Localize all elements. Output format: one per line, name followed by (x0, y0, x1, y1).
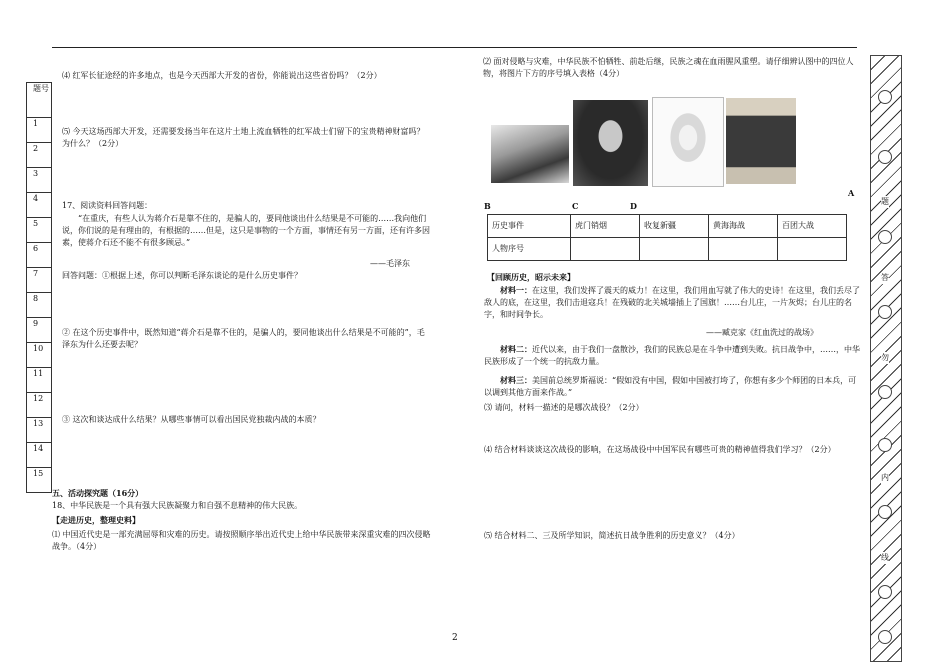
answer-number-table (26, 82, 52, 493)
binding-hole (878, 90, 892, 104)
answer-row: 9 (27, 318, 52, 343)
binding-hole (878, 305, 892, 319)
answer-row: 7 (27, 268, 52, 293)
question-4-right: ⑷ 结合材料谈谈这次战役的影响，在这场战役中中国军民有哪些可贵的精神值得我们学习？（2分） (484, 445, 836, 454)
material-3-label: 材料三： (500, 375, 532, 385)
photo-qing-official-painting (726, 98, 796, 184)
answer-row: 3 (27, 168, 52, 193)
answer-cell[interactable] (709, 238, 778, 261)
material-2-label: 材料二： (500, 344, 532, 354)
answer-row: 10 (27, 343, 52, 368)
answer-table-header: 题号 (27, 83, 52, 118)
photo-qing-official-drawing (652, 97, 724, 187)
answer-row: 11 (27, 368, 52, 393)
section-5-heading: 五、活动探究题（16分） (52, 488, 144, 498)
binding-label: 勿 (881, 353, 889, 362)
table-header-cell: 历史事件 (488, 215, 571, 238)
material-2 (484, 343, 860, 368)
answer-cell[interactable] (778, 238, 847, 261)
binding-hole (878, 385, 892, 399)
answer-cell[interactable] (640, 238, 709, 261)
walk-history-heading: 【走进历史，整理史料】 (52, 515, 140, 525)
answer-row: 1 (27, 118, 52, 143)
answer-row: 13 (27, 418, 52, 443)
top-rule (52, 47, 857, 48)
answer-row: 14 (27, 443, 52, 468)
binding-label: 答 (881, 273, 889, 282)
question-2-right: ⑵ 面对侵略与灾难，中华民族不怕牺牲、前赴后继，民族之魂在血雨腥风重塑。请仔细辨认图中的四位人物，将图片下方的序号填入表格（4分） (483, 57, 854, 78)
photo-soldiers (491, 125, 569, 183)
table-header-cell: 收复新疆 (640, 215, 709, 238)
photo-label-c: C (572, 201, 579, 211)
question-17-title: 17、阅读资料回答问题： (62, 201, 153, 210)
material-1 (484, 284, 860, 321)
question-4-left: ⑷ 红军长征途经的许多地点，也是今天西部大开发的省份，你能说出这些省份吗？（2分） (62, 71, 382, 80)
material-2-text: 近代以来，由于我们一盘散沙，我们的民族总是在斗争中遭到失败。抗日战争中，……，中华民族形成了一个统一的抗敌力量。 (484, 345, 860, 366)
answer-row: 8 (27, 293, 52, 318)
answer-row: 4 (27, 193, 52, 218)
photo-label-d: D (630, 201, 637, 211)
question-17-quote: “在重庆，有些人认为蒋介石是靠不住的，是骗人的，要同他谈出什么结果是不可能的……我向他们说，你们说的是有理由的，有根据的……但是，这只是事物的一个方面，事情还有另一方面，还有许多因素，使蒋介石还不能不有很多顾忌。” (62, 214, 430, 247)
binding-hole (878, 585, 892, 599)
question-5-left: ⑸ 今天这场西部大开发，还需要发扬当年在这片土地上流血牺牲的红军战士们留下的宝贵精神财富吗？为什么？（2分） (62, 127, 425, 148)
table-header-cell: 虎门销烟 (571, 215, 640, 238)
question-17-author: ——毛泽东 (370, 259, 410, 268)
question-17-part2: ② 在这个历史事件中，既然知道“蒋介石是靠不住的，是骗人的，要同他谈出什么结果是不可能的”，毛泽东为什么还要去呢？ (62, 328, 425, 349)
question-17-part1: 回答问题：①根据上述，你可以判断毛泽东谈论的是什么历史事件？ (62, 271, 302, 280)
question-5-right: ⑸ 结合材料二、三及所学知识，简述抗日战争胜利的历史意义？（4分） (484, 531, 740, 540)
binding-hole (878, 630, 892, 644)
binding-label: 内 (881, 473, 889, 482)
answer-row: 2 (27, 143, 52, 168)
material-1-source: ——臧克家《红血洗过的战场》 (706, 328, 818, 337)
table-header-cell: 黄海海战 (709, 215, 778, 238)
material-3 (484, 374, 860, 399)
material-1-text: 在这里，我们发挥了震天的威力！在这里，我们用血写就了伟大的史诗！在这里，我们丢尽了敌人的底，在这里，我们击退寇兵！在残破的北关城墙插上了国旗！……台儿庄，一片灰烬；台儿庄的名字，和时间争长。 (484, 286, 860, 319)
material-1-label: 材料一： (500, 285, 532, 295)
answer-row: 15 (27, 468, 52, 493)
answer-row: 6 (27, 243, 52, 268)
question-3-right: ⑶ 请问，材料一描述的是哪次战役？（2分） (484, 403, 644, 412)
question-17-part3: ③ 这次和谈达成什么结果？从哪些事情可以看出国民党独裁内战的本质？ (62, 415, 321, 424)
answer-row: 12 (27, 393, 52, 418)
table-row-label: 人物序号 (488, 238, 571, 261)
binding-hole (878, 505, 892, 519)
photo-label-a: A (848, 188, 855, 198)
binding-label: 线 (881, 553, 889, 562)
review-history-heading: 【回顾历史，昭示未来】 (487, 272, 575, 282)
binding-hole (878, 230, 892, 244)
history-event-table (487, 214, 847, 261)
walk-history-question-1: ⑴ 中国近代史是一部充满屈辱和灾难的历史。请按照顺序举出近代史上给中华民族带来深重灾难的四次侵略战争。（4分） (52, 530, 431, 551)
table-header-cell: 百团大战 (778, 215, 847, 238)
binding-hole (878, 438, 892, 452)
answer-cell[interactable] (571, 238, 640, 261)
material-3-text: 美国前总统罗斯福说：“假如没有中国，假如中国被打垮了，你想有多少个师团的日本兵，可以调到其他方面来作战。” (484, 376, 857, 397)
answer-row: 5 (27, 218, 52, 243)
binding-hole (878, 150, 892, 164)
photo-portrait-man (573, 100, 648, 186)
question-18: 18、中华民族是一个具有强大民族凝聚力和自强不息精神的伟大民族。 (52, 501, 303, 510)
photo-label-b: B (484, 201, 491, 211)
page-number: 2 (452, 633, 458, 643)
binding-label: 题 (881, 197, 889, 206)
